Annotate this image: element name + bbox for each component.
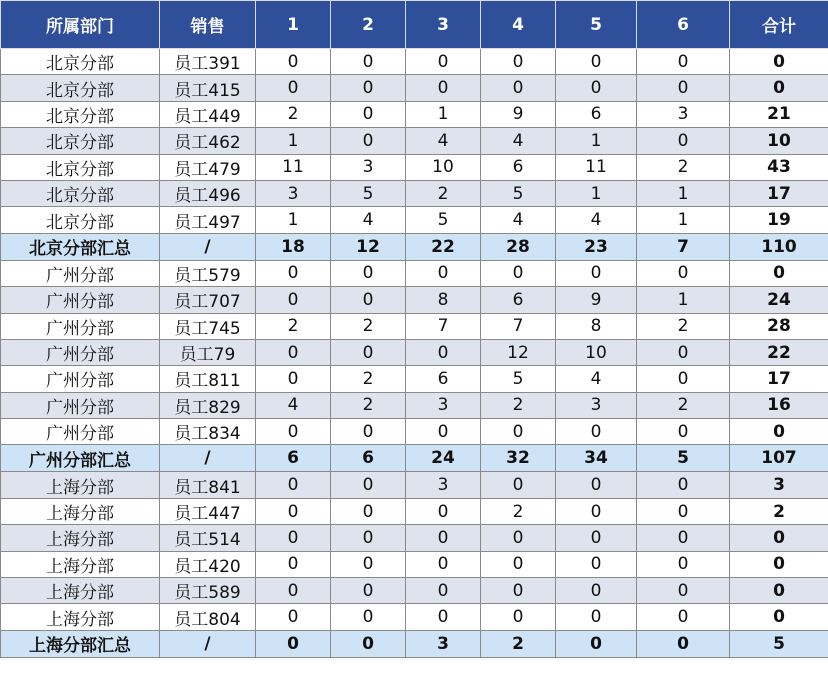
month-6-cell[interactable]: 0 [637, 128, 730, 154]
rep-cell[interactable]: 员工829 [160, 392, 256, 418]
month-1-cell[interactable]: 11 [256, 154, 331, 180]
month-2-cell[interactable]: 0 [331, 75, 406, 101]
month-1-cell[interactable]: 0 [256, 287, 331, 313]
month-5-cell[interactable]: 11 [556, 154, 637, 180]
dept-cell[interactable]: 北京分部 [1, 180, 160, 206]
month-5-cell[interactable]: 23 [556, 233, 637, 260]
month-1-cell[interactable]: 0 [256, 604, 331, 630]
month-6-cell[interactable]: 2 [637, 392, 730, 418]
header-month-1: 1 [256, 1, 331, 49]
month-6-cell[interactable]: 0 [637, 366, 730, 392]
month-5-cell[interactable]: 8 [556, 313, 637, 339]
dept-cell[interactable]: 广州分部 [1, 313, 160, 339]
rep-cell[interactable]: / [160, 630, 256, 657]
table-row [1, 578, 828, 604]
header-month-5: 5 [556, 1, 637, 49]
month-1-cell[interactable]: 2 [256, 101, 331, 127]
rep-cell[interactable]: 员工462 [160, 128, 256, 154]
month-3-cell[interactable]: 10 [406, 154, 481, 180]
month-4-cell[interactable]: 12 [481, 339, 556, 365]
table-row [1, 472, 828, 498]
month-5-cell[interactable]: 0 [556, 472, 637, 498]
header-month-2: 2 [331, 1, 406, 49]
dept-cell[interactable]: 广州分部 [1, 366, 160, 392]
month-1-cell[interactable]: 0 [256, 551, 331, 577]
month-2-cell[interactable]: 12 [331, 233, 406, 260]
month-1-cell[interactable]: 0 [256, 498, 331, 524]
table-row [1, 339, 828, 365]
month-6-cell[interactable]: 0 [637, 525, 730, 551]
month-4-cell[interactable]: 0 [481, 75, 556, 101]
total-cell[interactable]: 10 [730, 128, 828, 154]
total-cell[interactable]: 110 [730, 233, 828, 260]
total-cell[interactable]: 2 [730, 498, 828, 524]
table-row [1, 604, 828, 630]
total-cell[interactable]: 21 [730, 101, 828, 127]
month-2-cell[interactable]: 0 [331, 578, 406, 604]
header-month-4: 4 [481, 1, 556, 49]
table-row [1, 313, 828, 339]
month-2-cell[interactable]: 4 [331, 207, 406, 233]
rep-cell[interactable]: 员工420 [160, 551, 256, 577]
dept-cell[interactable]: 广州分部 [1, 287, 160, 313]
table-row [1, 419, 828, 445]
total-cell[interactable]: 17 [730, 180, 828, 206]
total-cell[interactable]: 0 [730, 578, 828, 604]
month-2-cell[interactable]: 2 [331, 392, 406, 418]
month-6-cell[interactable]: 0 [637, 578, 730, 604]
rep-cell[interactable]: / [160, 233, 256, 260]
month-4-cell[interactable]: 0 [481, 604, 556, 630]
total-cell[interactable]: 0 [730, 551, 828, 577]
total-cell[interactable]: 19 [730, 207, 828, 233]
month-6-cell[interactable]: 3 [637, 101, 730, 127]
month-6-cell[interactable]: 2 [637, 313, 730, 339]
dept-cell[interactable]: 上海分部 [1, 551, 160, 577]
total-cell[interactable]: 107 [730, 445, 828, 472]
total-cell[interactable]: 28 [730, 313, 828, 339]
dept-cell[interactable]: 北京分部 [1, 154, 160, 180]
month-2-cell[interactable]: 0 [331, 630, 406, 657]
table-row [1, 75, 828, 101]
dept-cell[interactable]: 上海分部汇总 [1, 630, 160, 657]
month-1-cell[interactable]: 0 [256, 472, 331, 498]
month-2-cell[interactable]: 0 [331, 472, 406, 498]
month-2-cell[interactable]: 0 [331, 287, 406, 313]
month-3-cell[interactable]: 0 [406, 419, 481, 445]
month-2-cell[interactable]: 0 [331, 260, 406, 286]
total-cell[interactable]: 5 [730, 630, 828, 657]
month-3-cell[interactable]: 0 [406, 604, 481, 630]
dept-cell[interactable]: 上海分部 [1, 525, 160, 551]
dept-cell[interactable]: 广州分部 [1, 260, 160, 286]
rep-cell[interactable]: 员工589 [160, 578, 256, 604]
month-5-cell[interactable]: 0 [556, 49, 637, 75]
total-cell[interactable]: 0 [730, 525, 828, 551]
month-6-cell[interactable]: 0 [637, 419, 730, 445]
month-4-cell[interactable]: 0 [481, 525, 556, 551]
rep-cell[interactable]: 员工415 [160, 75, 256, 101]
month-5-cell[interactable]: 0 [556, 551, 637, 577]
month-4-cell[interactable]: 9 [481, 101, 556, 127]
month-1-cell[interactable]: 6 [256, 445, 331, 472]
rep-cell[interactable]: 员工579 [160, 260, 256, 286]
month-1-cell[interactable]: 3 [256, 180, 331, 206]
month-1-cell[interactable]: 0 [256, 75, 331, 101]
month-4-cell[interactable]: 28 [481, 233, 556, 260]
month-1-cell[interactable]: 18 [256, 233, 331, 260]
month-3-cell[interactable]: 2 [406, 180, 481, 206]
month-3-cell[interactable]: 0 [406, 551, 481, 577]
total-cell[interactable]: 0 [730, 604, 828, 630]
total-cell[interactable]: 22 [730, 339, 828, 365]
month-4-cell[interactable]: 0 [481, 419, 556, 445]
month-4-cell[interactable]: 4 [481, 128, 556, 154]
month-6-cell[interactable]: 0 [637, 339, 730, 365]
month-3-cell[interactable]: 0 [406, 525, 481, 551]
month-6-cell[interactable]: 0 [637, 630, 730, 657]
month-2-cell[interactable]: 0 [331, 101, 406, 127]
header-rep: 销售 [160, 1, 256, 49]
month-2-cell[interactable]: 5 [331, 180, 406, 206]
month-4-cell[interactable]: 7 [481, 313, 556, 339]
month-2-cell[interactable]: 0 [331, 498, 406, 524]
month-5-cell[interactable]: 0 [556, 578, 637, 604]
rep-cell[interactable]: 员工841 [160, 472, 256, 498]
rep-cell[interactable]: 员工447 [160, 498, 256, 524]
month-4-cell[interactable]: 2 [481, 630, 556, 657]
rep-cell[interactable]: / [160, 445, 256, 472]
month-6-cell[interactable]: 0 [637, 472, 730, 498]
month-5-cell[interactable]: 0 [556, 498, 637, 524]
total-cell[interactable]: 43 [730, 154, 828, 180]
month-3-cell[interactable]: 7 [406, 313, 481, 339]
month-6-cell[interactable]: 0 [637, 551, 730, 577]
month-3-cell[interactable]: 0 [406, 498, 481, 524]
month-4-cell[interactable]: 4 [481, 207, 556, 233]
month-5-cell[interactable]: 1 [556, 180, 637, 206]
month-6-cell[interactable]: 5 [637, 445, 730, 472]
month-6-cell[interactable]: 1 [637, 287, 730, 313]
month-3-cell[interactable]: 3 [406, 630, 481, 657]
table-row [1, 49, 828, 75]
total-cell[interactable]: 24 [730, 287, 828, 313]
rep-cell[interactable]: 员工496 [160, 180, 256, 206]
month-3-cell[interactable]: 24 [406, 445, 481, 472]
table-body [1, 49, 828, 658]
header-month-6: 6 [637, 1, 730, 49]
rep-cell[interactable]: 员工79 [160, 339, 256, 365]
dept-cell[interactable]: 北京分部 [1, 207, 160, 233]
month-3-cell[interactable]: 4 [406, 128, 481, 154]
month-1-cell[interactable]: 0 [256, 578, 331, 604]
rep-cell[interactable]: 员工514 [160, 525, 256, 551]
table-row [1, 128, 828, 154]
month-3-cell[interactable]: 5 [406, 207, 481, 233]
month-4-cell[interactable]: 6 [481, 287, 556, 313]
dept-cell[interactable]: 北京分部 [1, 75, 160, 101]
table-row [1, 366, 828, 392]
month-5-cell[interactable]: 0 [556, 260, 637, 286]
month-5-cell[interactable]: 10 [556, 339, 637, 365]
table-row [1, 101, 828, 127]
rep-cell[interactable]: 员工449 [160, 101, 256, 127]
dept-cell[interactable]: 上海分部 [1, 578, 160, 604]
month-4-cell[interactable]: 6 [481, 154, 556, 180]
dept-cell[interactable]: 北京分部 [1, 128, 160, 154]
dept-cell[interactable]: 广州分部 [1, 339, 160, 365]
month-1-cell[interactable]: 1 [256, 207, 331, 233]
month-1-cell[interactable]: 4 [256, 392, 331, 418]
header-total: 合计 [730, 1, 828, 49]
month-2-cell[interactable]: 0 [331, 128, 406, 154]
month-6-cell[interactable]: 2 [637, 154, 730, 180]
dept-cell[interactable]: 北京分部 [1, 49, 160, 75]
month-5-cell[interactable]: 1 [556, 128, 637, 154]
month-2-cell[interactable]: 0 [331, 604, 406, 630]
dept-cell[interactable]: 广州分部 [1, 392, 160, 418]
month-3-cell[interactable]: 3 [406, 472, 481, 498]
rep-cell[interactable]: 员工497 [160, 207, 256, 233]
month-5-cell[interactable]: 0 [556, 419, 637, 445]
dept-cell[interactable]: 广州分部汇总 [1, 445, 160, 472]
month-3-cell[interactable]: 0 [406, 339, 481, 365]
total-cell[interactable]: 16 [730, 392, 828, 418]
month-2-cell[interactable]: 6 [331, 445, 406, 472]
month-6-cell[interactable]: 7 [637, 233, 730, 260]
total-cell[interactable]: 0 [730, 75, 828, 101]
month-2-cell[interactable]: 0 [331, 525, 406, 551]
header-month-3: 3 [406, 1, 481, 49]
month-2-cell[interactable]: 0 [331, 551, 406, 577]
month-3-cell[interactable]: 0 [406, 578, 481, 604]
month-1-cell[interactable]: 0 [256, 49, 331, 75]
month-2-cell[interactable]: 0 [331, 339, 406, 365]
month-3-cell[interactable]: 0 [406, 75, 481, 101]
table-row [1, 392, 828, 418]
month-5-cell[interactable]: 4 [556, 366, 637, 392]
month-1-cell[interactable]: 0 [256, 366, 331, 392]
dept-cell[interactable]: 上海分部 [1, 604, 160, 630]
month-4-cell[interactable]: 0 [481, 578, 556, 604]
month-2-cell[interactable]: 2 [331, 313, 406, 339]
total-cell[interactable]: 0 [730, 49, 828, 75]
table-row [1, 287, 828, 313]
month-3-cell[interactable]: 3 [406, 392, 481, 418]
month-4-cell[interactable]: 32 [481, 445, 556, 472]
rep-cell[interactable]: 员工804 [160, 604, 256, 630]
month-2-cell[interactable]: 2 [331, 366, 406, 392]
month-5-cell[interactable]: 9 [556, 287, 637, 313]
rep-cell[interactable]: 员工834 [160, 419, 256, 445]
month-2-cell[interactable]: 0 [331, 49, 406, 75]
month-5-cell[interactable]: 0 [556, 525, 637, 551]
month-5-cell[interactable]: 34 [556, 445, 637, 472]
dept-cell[interactable]: 广州分部 [1, 419, 160, 445]
table-row [1, 498, 828, 524]
summary-row [1, 630, 828, 657]
dept-cell[interactable]: 北京分部汇总 [1, 233, 160, 260]
rep-cell[interactable]: 员工811 [160, 366, 256, 392]
month-5-cell[interactable]: 3 [556, 392, 637, 418]
month-3-cell[interactable]: 22 [406, 233, 481, 260]
month-1-cell[interactable]: 0 [256, 260, 331, 286]
month-3-cell[interactable]: 8 [406, 287, 481, 313]
dept-cell[interactable]: 上海分部 [1, 472, 160, 498]
total-cell[interactable]: 3 [730, 472, 828, 498]
month-5-cell[interactable]: 0 [556, 604, 637, 630]
month-6-cell[interactable]: 0 [637, 498, 730, 524]
header-row [1, 1, 828, 49]
month-4-cell[interactable]: 0 [481, 49, 556, 75]
month-4-cell[interactable]: 2 [481, 392, 556, 418]
dept-cell[interactable]: 上海分部 [1, 498, 160, 524]
month-5-cell[interactable]: 0 [556, 630, 637, 657]
month-6-cell[interactable]: 0 [637, 75, 730, 101]
month-4-cell[interactable]: 2 [481, 498, 556, 524]
total-cell[interactable]: 0 [730, 419, 828, 445]
month-6-cell[interactable]: 1 [637, 207, 730, 233]
month-6-cell[interactable]: 1 [637, 180, 730, 206]
month-5-cell[interactable]: 0 [556, 75, 637, 101]
rep-cell[interactable]: 员工391 [160, 49, 256, 75]
table-row [1, 154, 828, 180]
month-4-cell[interactable]: 5 [481, 180, 556, 206]
summary-row [1, 445, 828, 472]
month-1-cell[interactable]: 1 [256, 128, 331, 154]
month-1-cell[interactable]: 0 [256, 419, 331, 445]
dept-cell[interactable]: 北京分部 [1, 101, 160, 127]
month-1-cell[interactable]: 0 [256, 525, 331, 551]
month-3-cell[interactable]: 0 [406, 49, 481, 75]
month-4-cell[interactable]: 0 [481, 472, 556, 498]
month-3-cell[interactable]: 0 [406, 260, 481, 286]
month-3-cell[interactable]: 6 [406, 366, 481, 392]
month-6-cell[interactable]: 0 [637, 49, 730, 75]
table-row [1, 525, 828, 551]
table-row [1, 260, 828, 286]
rep-cell[interactable]: 员工745 [160, 313, 256, 339]
month-1-cell[interactable]: 0 [256, 339, 331, 365]
table-row [1, 180, 828, 206]
rep-cell[interactable]: 员工479 [160, 154, 256, 180]
total-cell[interactable]: 17 [730, 366, 828, 392]
month-1-cell[interactable]: 0 [256, 630, 331, 657]
month-6-cell[interactable]: 0 [637, 604, 730, 630]
month-2-cell[interactable]: 3 [331, 154, 406, 180]
table-row [1, 207, 828, 233]
month-5-cell[interactable]: 6 [556, 101, 637, 127]
month-3-cell[interactable]: 1 [406, 101, 481, 127]
month-4-cell[interactable]: 0 [481, 551, 556, 577]
total-cell[interactable]: 0 [730, 260, 828, 286]
header-dept: 所属部门 [1, 1, 160, 49]
table-row [1, 551, 828, 577]
month-6-cell[interactable]: 0 [637, 260, 730, 286]
month-2-cell[interactable]: 0 [331, 419, 406, 445]
rep-cell[interactable]: 员工707 [160, 287, 256, 313]
month-4-cell[interactable]: 0 [481, 260, 556, 286]
summary-row [1, 233, 828, 260]
month-1-cell[interactable]: 2 [256, 313, 331, 339]
month-4-cell[interactable]: 5 [481, 366, 556, 392]
month-5-cell[interactable]: 4 [556, 207, 637, 233]
